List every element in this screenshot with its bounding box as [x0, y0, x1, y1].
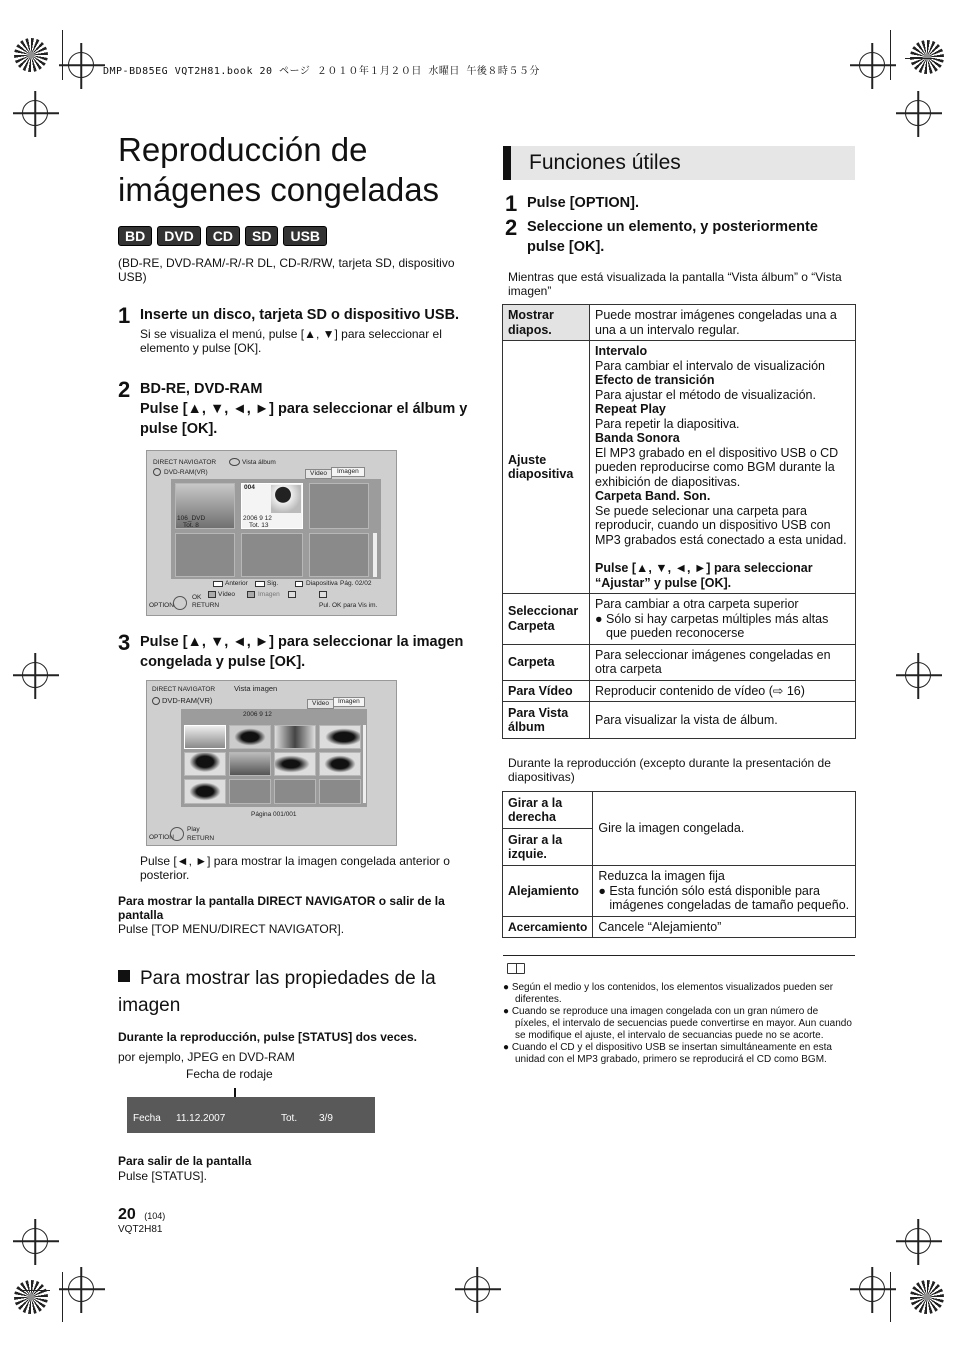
registration-wheel-top-right — [910, 40, 944, 74]
screen-nav-title: DIRECT NAVIGATOR — [152, 686, 216, 693]
option-bullet: ● Sólo si hay carpetas múltiples más altas que pueden reconocerse — [595, 611, 829, 640]
crop-line — [905, 58, 935, 59]
setting-heading: Intervalo — [595, 344, 648, 358]
image-label: Imagen — [258, 591, 280, 598]
album-date: 2006 9 12 — [243, 515, 272, 522]
image-thumb[interactable] — [229, 779, 271, 804]
video-label: Vídeo — [218, 591, 235, 598]
setting-heading: Carpeta Band. Son. — [595, 489, 711, 503]
option-key: Para Vídeo — [503, 680, 590, 702]
section-heading: Funciones útiles — [503, 146, 855, 180]
color-button-icon[interactable] — [319, 591, 327, 598]
help-heading: Para mostrar la pantalla DIRECT NAVIGATOR o salir de la pantalla — [118, 894, 445, 922]
image-thumb[interactable] — [319, 725, 361, 749]
tab-image[interactable]: Imagen — [331, 467, 365, 477]
video-button-icon[interactable] — [208, 591, 216, 598]
media-badges — [118, 226, 470, 246]
step-media: BD-RE, DVD-RAM — [140, 381, 263, 397]
image-thumb[interactable] — [274, 752, 316, 776]
options-table — [502, 304, 856, 739]
notes-list — [503, 982, 855, 1066]
album-thumb[interactable] — [175, 533, 235, 577]
note-text: Cuando el CD y el dispositivo USB se insertan simultáneamente en esta unidad con el MP3 grabado, primero se reproducirá el CD como BGM. — [511, 1042, 832, 1065]
status-count: 3/9 — [319, 1113, 333, 1124]
page-indicator: Pág. 02/02 — [340, 580, 372, 587]
step-subtext: Si se visualiza el menú, pulse [▲, ▼] para seleccionar el elemento y pulse [OK]. — [140, 327, 442, 355]
option-row[interactable] — [503, 341, 856, 594]
nav-slideshow: Diapositiva — [306, 580, 338, 587]
speech-icon — [229, 458, 240, 466]
album-view-screen — [146, 450, 397, 616]
step-number: 2 — [505, 215, 518, 240]
option-value: Para visualizar la vista de álbum. — [590, 702, 856, 739]
badge-dvd: DVD — [157, 226, 201, 246]
setting-text: Para repetir la diapositiva. — [595, 416, 740, 431]
image-grid — [181, 709, 367, 807]
crosshair-mark — [68, 52, 94, 78]
return-label: RETURN — [192, 602, 220, 609]
next-icon[interactable] — [255, 581, 265, 587]
setting-heading: Banda Sonora — [595, 431, 680, 445]
bullet-text: Esta función sólo está disponible para imágenes congeladas de tamaño pequeño. — [609, 883, 850, 912]
setting-heading: Repeat Play — [595, 402, 666, 416]
screen-view-name: Vista álbum — [242, 459, 276, 466]
option-row[interactable] — [503, 644, 856, 680]
option-row[interactable] — [503, 594, 856, 645]
tab-video[interactable]: Vídeo — [305, 469, 332, 479]
option-value — [590, 341, 856, 594]
image-view-screen — [146, 680, 397, 846]
option-value: Cancele “Alejamiento” — [593, 916, 856, 938]
setting-text: Para ajustar el método de visualización. — [595, 387, 816, 402]
option-key: Ajuste diapositiva — [503, 341, 590, 594]
penguin-image — [271, 485, 301, 513]
step-2 — [118, 379, 468, 439]
step-text: Pulse [OPTION]. — [527, 195, 639, 211]
step-text: Pulse [▲, ▼, ◄, ►] para seleccionar la imagen congelada y pulse [OK]. — [140, 634, 464, 670]
ok-hint: Pul. OK para Vis im. — [319, 602, 378, 609]
album-thumb[interactable] — [309, 483, 369, 529]
step-text: Seleccione un elemento, y posteriormente pulse [OK]. — [527, 219, 818, 255]
notes-divider — [503, 955, 855, 956]
option-value: Gire la imagen congelada. — [593, 792, 856, 866]
book-icon — [507, 963, 525, 974]
crosshair-mark — [859, 1276, 885, 1302]
badge-bd: BD — [118, 226, 152, 246]
title-line-2: imágenes congeladas — [118, 171, 440, 208]
image-button-icon[interactable] — [247, 591, 255, 598]
crop-line — [890, 30, 891, 80]
album-grid — [171, 479, 381, 579]
note-text: Según el medio y los contenidos, los elementos visualizados pueden ser diferentes. — [511, 982, 834, 1005]
setting-text: El MP3 grabado en el dispositivo USB o CD pueden reproducirse como BGM durante la exhibición de diapositivas. — [595, 445, 839, 489]
disc-icon — [153, 468, 161, 476]
return-label: RETURN — [187, 835, 215, 842]
properties-example: por ejemplo, JPEG en DVD-RAM — [118, 1050, 295, 1064]
registration-wheel-bottom-left — [14, 1280, 48, 1314]
step-number: 3 — [118, 630, 131, 655]
exit-heading: Para salir de la pantalla — [118, 1154, 252, 1168]
crop-line — [62, 1272, 63, 1322]
setting-text: Se puede selecionar una carpeta para reproducir, cuando un dispositivo USB con MP3 grabados está conectado a esta unidad. — [595, 503, 847, 547]
option-text: Para cambiar a otra carpeta superior — [595, 597, 799, 611]
step-text: Pulse [▲, ▼, ◄, ►] para seleccionar el álbum y pulse [OK]. — [140, 401, 468, 437]
option-value — [590, 594, 856, 645]
step-number: 1 — [505, 191, 518, 216]
options-intro: Mientras que está visualizada la pantalla “Vista álbum” o “Vista imagen” — [508, 270, 842, 298]
crosshair-mark — [859, 52, 885, 78]
dpad-icon — [173, 596, 187, 610]
page-title — [118, 130, 470, 210]
album-label: 106_DVD — [177, 515, 206, 522]
print-header: DMP-BD85EG VQT2H81.book 20 ページ ２０１０年１月２０日 水曜日 午後８時５５分 — [103, 66, 540, 77]
option-label: OPTION — [149, 834, 174, 841]
title-line-1: Reproducción de — [118, 131, 368, 168]
tab-image[interactable]: Imagen — [333, 697, 365, 707]
option-row[interactable] — [503, 702, 856, 739]
option-key: Seleccionar Carpeta — [503, 594, 590, 645]
crosshair-mark — [464, 1276, 490, 1302]
doc-code: VQT2H81 — [118, 1224, 163, 1235]
ok-label: OK — [192, 594, 202, 601]
option-value — [593, 866, 856, 917]
badge-usb: USB — [283, 226, 327, 246]
note-text: Cuando se reproduce una imagen congelada con un gran número de píxeles, el intervalo de secuencias puede convertirse en mayor. Aun cuando se modifique el ajuste, el intervalo de secuancias puede no se acorte. — [511, 1006, 852, 1041]
step-text: Inserte un disco, tarjeta SD o dispositivo USB. — [140, 307, 460, 323]
option-row[interactable] — [503, 792, 856, 829]
status-total-label: Tot. — [281, 1113, 298, 1124]
crosshair-mark — [905, 1228, 931, 1254]
album-total: Tot. 13 — [249, 522, 269, 529]
scrollbar[interactable] — [363, 725, 366, 803]
image-thumb[interactable] — [229, 752, 271, 776]
option-key: Acercamiento — [503, 916, 593, 938]
help-text: Pulse [TOP MENU/DIRECT NAVIGATOR]. — [118, 922, 345, 936]
page-indicator: Página 001/001 — [251, 811, 297, 818]
folder-date: 2006 9 12 — [243, 711, 272, 718]
screen-disc: DVD-RAM(VR) — [162, 696, 213, 705]
option-text: Reduzca la imagen fija — [598, 869, 725, 883]
crop-line — [62, 30, 63, 80]
nav-prev: Anterior — [225, 580, 248, 587]
play-label: Play — [187, 826, 200, 833]
option-value: Puede mostrar imágenes congeladas una a una a un intervalo regular. — [590, 305, 856, 341]
option-key: Mostrar diapos. — [503, 305, 590, 341]
option-bullet: ● Esta función sólo está disponible para imágenes congeladas de tamaño pequeño. — [598, 883, 850, 912]
option-row[interactable] — [503, 305, 856, 341]
properties-heading: Para mostrar las propiedades de la imagen — [118, 965, 470, 1019]
page-number: 20 — [118, 1206, 136, 1223]
prev-icon[interactable] — [213, 581, 223, 587]
properties-instruction: Durante la reproducción, pulse [STATUS] dos veces. — [118, 1030, 417, 1044]
color-button-icon[interactable] — [288, 591, 296, 598]
crop-line — [20, 1290, 50, 1291]
crosshair-mark — [22, 100, 48, 126]
album-thumb[interactable] — [241, 533, 303, 577]
crosshair-mark — [22, 1228, 48, 1254]
badge-cd: CD — [206, 226, 240, 246]
tab-video[interactable]: Vídeo — [307, 699, 334, 709]
right-step-1 — [505, 193, 855, 215]
note-item: ● Cuando el CD y el dispositivo USB se insertan simultáneamente en esta unidad con el MP3 grabado, primero se reproducirá el CD como BGM. — [503, 1042, 832, 1065]
page-footer — [118, 1206, 165, 1235]
step-3 — [118, 632, 468, 672]
setting-text: Para cambiar el intervalo de visualización — [595, 358, 825, 373]
exit-text: Pulse [STATUS]. — [118, 1169, 207, 1183]
image-thumb[interactable] — [319, 752, 361, 776]
option-value: Para seleccionar imágenes congeladas en otra carpeta — [590, 644, 856, 680]
option-row[interactable] — [503, 680, 856, 702]
crop-line — [890, 1272, 891, 1322]
option-label: OPTION — [149, 602, 174, 609]
album-number: 004 — [244, 484, 255, 491]
screen-nav-title: DIRECT NAVIGATOR — [153, 459, 217, 466]
crosshair-mark — [68, 1276, 94, 1302]
album-thumb[interactable] — [309, 533, 369, 577]
note-item: ● Cuando se reproduce una imagen congelada con un gran número de píxeles, el intervalo de secuencias puede convertirse en mayor. Aun cuando se modifique el ajuste, el intervalo de secuancias puede no se acorte. — [503, 1006, 852, 1041]
play-icon[interactable] — [295, 581, 303, 587]
image-thumb[interactable] — [274, 725, 316, 749]
dpad-icon — [170, 827, 184, 841]
image-thumb[interactable] — [229, 725, 271, 749]
crosshair-mark — [905, 100, 931, 126]
image-thumb[interactable] — [274, 779, 316, 804]
image-thumb[interactable] — [184, 779, 226, 804]
direct-navigator-help — [118, 894, 470, 936]
bullet-text: Sólo si hay carpetas múltiples más altas que pueden reconocerse — [606, 611, 829, 640]
page-subnumber: (104) — [144, 1211, 166, 1221]
status-date-label: Fecha — [133, 1113, 161, 1124]
option-row[interactable] — [503, 916, 856, 938]
step-3-subtext: Pulse [◄, ►] para mostrar la imagen congelada anterior o posterior. — [140, 854, 450, 882]
callout-label: Fecha de rodaje — [186, 1067, 273, 1081]
badge-sd: SD — [245, 226, 278, 246]
status-date: 11.12.2007 — [176, 1113, 226, 1124]
screen-view-name: Vista imagen — [234, 684, 278, 693]
album-total: Tot. 8 — [183, 522, 199, 529]
scrollbar[interactable] — [373, 533, 377, 577]
registration-wheel-bottom-right — [910, 1280, 944, 1314]
option-value: Reproducir contenido de vídeo (⇨ 16) — [590, 680, 856, 702]
left-column — [118, 130, 470, 284]
note-item: ● Según el medio y los contenidos, los elementos visualizados pueden ser diferentes. — [503, 982, 834, 1005]
option-key: Carpeta — [503, 644, 590, 680]
option-key: Girar a la izquie. — [503, 829, 593, 866]
right-step-2 — [505, 217, 855, 257]
step-1 — [118, 305, 468, 355]
option-row[interactable] — [503, 866, 856, 917]
status-bar — [127, 1097, 375, 1133]
image-thumb-selected[interactable] — [184, 725, 226, 749]
setting-footer: Pulse [▲, ▼, ◄, ►] para seleccionar “Ajustar” y pulse [OK]. — [595, 561, 813, 590]
playback-intro: Durante la reproducción (excepto durante la presentación de diapositivas) — [508, 756, 831, 784]
crosshair-mark — [22, 662, 48, 688]
option-key: Girar a la derecha — [503, 792, 593, 829]
option-key: Alejamiento — [503, 866, 593, 917]
exit-help — [118, 1154, 251, 1184]
setting-heading: Efecto de transición — [595, 373, 715, 387]
registration-wheel-top-left — [14, 38, 48, 72]
step-number: 1 — [118, 303, 131, 328]
image-thumb[interactable] — [184, 752, 226, 776]
crosshair-mark — [905, 662, 931, 688]
playback-options-table — [502, 791, 856, 938]
nav-next: Sig. — [267, 580, 279, 587]
option-key: Para Vista álbum — [503, 702, 590, 739]
step-number: 2 — [118, 377, 131, 402]
screen-disc: DVD-RAM(VR) — [164, 469, 208, 476]
media-note: (BD-RE, DVD-RAM/-R/-R DL, CD-R/RW, tarjeta SD, dispositivo USB) — [118, 256, 455, 284]
disc-icon — [152, 697, 160, 705]
image-thumb[interactable] — [319, 779, 361, 804]
